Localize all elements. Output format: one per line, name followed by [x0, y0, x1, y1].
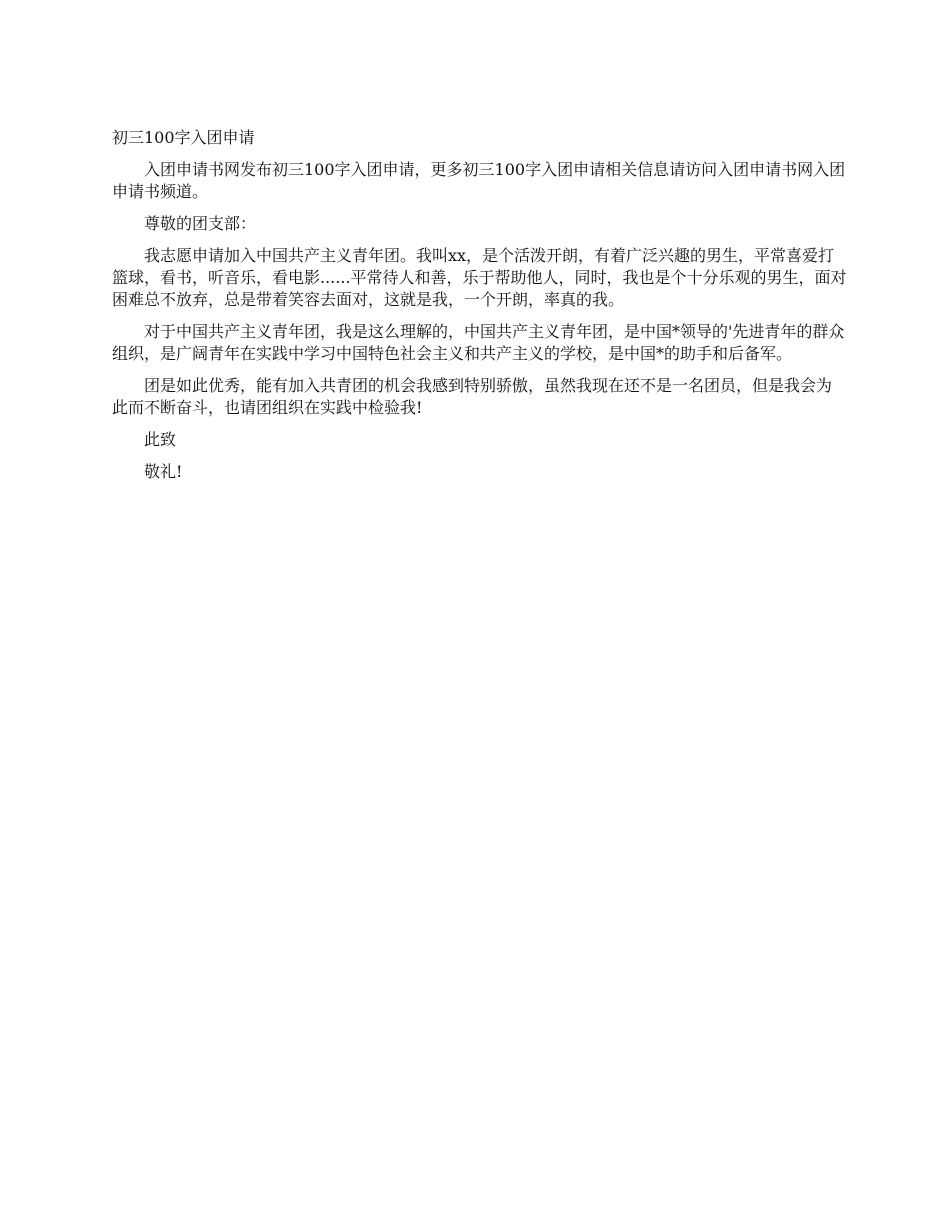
body-paragraph-1: 我志愿申请加入中国共产主义青年团。我叫xx，是个活泼开朗，有着广泛兴趣的男生，平常喜爱打篮球，看书，听音乐，看电影......平常待人和善，乐于帮助他人，同时，我也是个十分乐观的男生，面对困难总不放弃，总是带着笑容去面对，这就是我，一个开朗，率真的我。: [112, 246, 847, 309]
document-title: 初三100字入团申请: [112, 128, 255, 147]
closing-line-1: 此致: [144, 430, 177, 449]
salutation: 尊敬的团支部：: [144, 214, 257, 233]
intro-paragraph: 入团申请书网发布初三100字入团申请，更多初三100字入团申请相关信息请访问入团申请书网入团申请书频道。: [112, 160, 846, 201]
document-page: [112, 127, 847, 493]
body-paragraph-3: 团是如此优秀，能有加入共青团的机会我感到特别骄傲，虽然我现在还不是一名团员，但是我会为此而不断奋斗，也请团组织在实践中检验我!: [112, 376, 833, 417]
closing-line-2: 敬礼!: [144, 462, 183, 481]
body-paragraph-2: 对于中国共产主义青年团，我是这么理解的，中国共产主义青年团，是中国*领导的'先进青年的群众组织，是广阔青年在实践中学习中国特色社会主义和共产主义的学校，是中国*的助手和后备军。: [112, 322, 845, 363]
